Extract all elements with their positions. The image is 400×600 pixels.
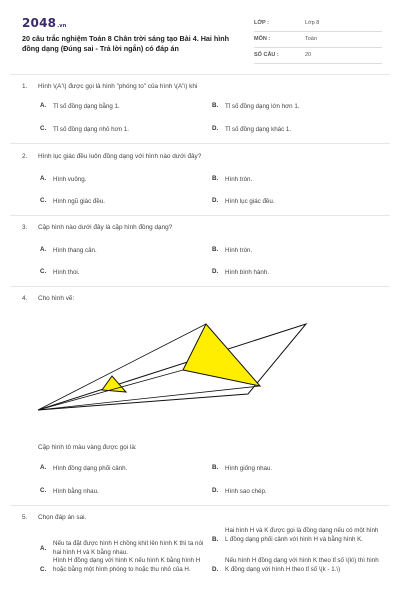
small-yellow-triangle — [102, 376, 126, 392]
question-text: Cho hình vẽ: — [38, 295, 75, 302]
divider — [10, 143, 390, 144]
meta-row-class — [254, 18, 382, 32]
similar-triangles-figure — [38, 318, 324, 422]
question-number: 2. — [22, 153, 28, 160]
question-text: Hình \(A'\) được gọi là hình "phóng to" của hình \(A'\) khi — [38, 83, 198, 90]
question-number: 5. — [22, 514, 28, 521]
meta-label: LỚP : — [254, 20, 269, 26]
outer-triangle — [38, 324, 306, 410]
perspective-line — [38, 324, 206, 410]
header — [22, 14, 382, 72]
meta-info — [254, 18, 382, 66]
question-text: Hình lục giác đều luôn đồng dạng với hình nào dưới đây? — [38, 153, 202, 160]
site-logo[interactable]: 2048.vn — [22, 16, 67, 30]
divider — [10, 505, 390, 506]
worksheet-title: 20 câu trắc nghiệm Toán 8 Chân trời sáng tạo Bài 4. Hai hình đồng dạng (Đúng sai - Trả lời ngắn) có đáp án — [22, 34, 230, 53]
meta-row-subject — [254, 34, 382, 48]
meta-row-count — [254, 50, 382, 64]
meta-label: SỐ CÂU : — [254, 52, 279, 58]
perspective-line — [38, 386, 260, 410]
question-number: 4. — [22, 295, 28, 302]
meta-value: Lớp 8 — [305, 20, 320, 26]
meta-value: 20 — [305, 52, 312, 58]
large-yellow-triangle — [183, 324, 260, 386]
divider — [10, 74, 390, 75]
question-number: 3. — [22, 224, 28, 231]
divider — [10, 215, 390, 216]
meta-value: Toán — [305, 36, 317, 42]
question-text: Cặp hình nào dưới đây là cặp hình đồng dạng? — [38, 224, 173, 231]
question-text: Chọn đáp án sai. — [38, 514, 87, 521]
question-text: Cặp hình tô màu vàng được gọi là: — [38, 444, 137, 451]
worksheet-page: 2048.vn 20 câu trắc nghiệm Toán 8 Chân trời sáng tạo Bài 4. Hai hình đồng dạng (Đúng sai - Trả lời ngắn) có đáp án LỚP : Lớp 8 MÔN : Toán SỐ CÂU : 20 1. Hình \(A'\) được gọi là hình "phóng to" của hình \(A'\) khi A. Tỉ số đồng dạng bằng 1. B. Tỉ số đồng dạng lớn hơn 1. C. Tỉ số đồng dạng nhỏ hơn 1. D. Tỉ số đồng dạng khác 1. 2. Hình lục giác đều luôn đồng dạng với hình nào dưới đây? A. Hình vuông. B. Hình tròn. C. Hình ngũ giác đều. D. Hình lục giác đều. 3. Cặp hình nào dưới đây là cặp hình đồng dạng? A. Hình thang cân. B. Hình tròn. C. Hình thoi. D. Hình bình hành. 4. Cho hình vẽ: Cặp hình tô màu vàng được gọi là: A. Hình đồng dạng phối cảnh. B. Hình giống nhau. C. Hình bằng nhau. D. Hình sao chép. 5. Chọn đáp án sai. A. Nếu ta đặt được hình H chồng khít lên hình K thì ta nói hai hình H và K bằng nhau. B. Hai hình H và K được gọi là đồng dạng nếu có một hình L đồng dạng phối cảnh với hình H và bằng hình K. C. Hình H đồng dạng với hình K nếu hình K bằng hình H hoặc bằng một hình phóng to hoặc thu nhỏ của H. D. Nếu hình H đồng dạng với hình K theo tỉ số \(k\) thì hình K đồng dạng với hình H theo tỉ số \(k - 1.\) — [0, 0, 400, 600]
meta-label: MÔN : — [254, 36, 271, 42]
question-number: 1. — [22, 83, 28, 90]
divider — [10, 286, 390, 287]
